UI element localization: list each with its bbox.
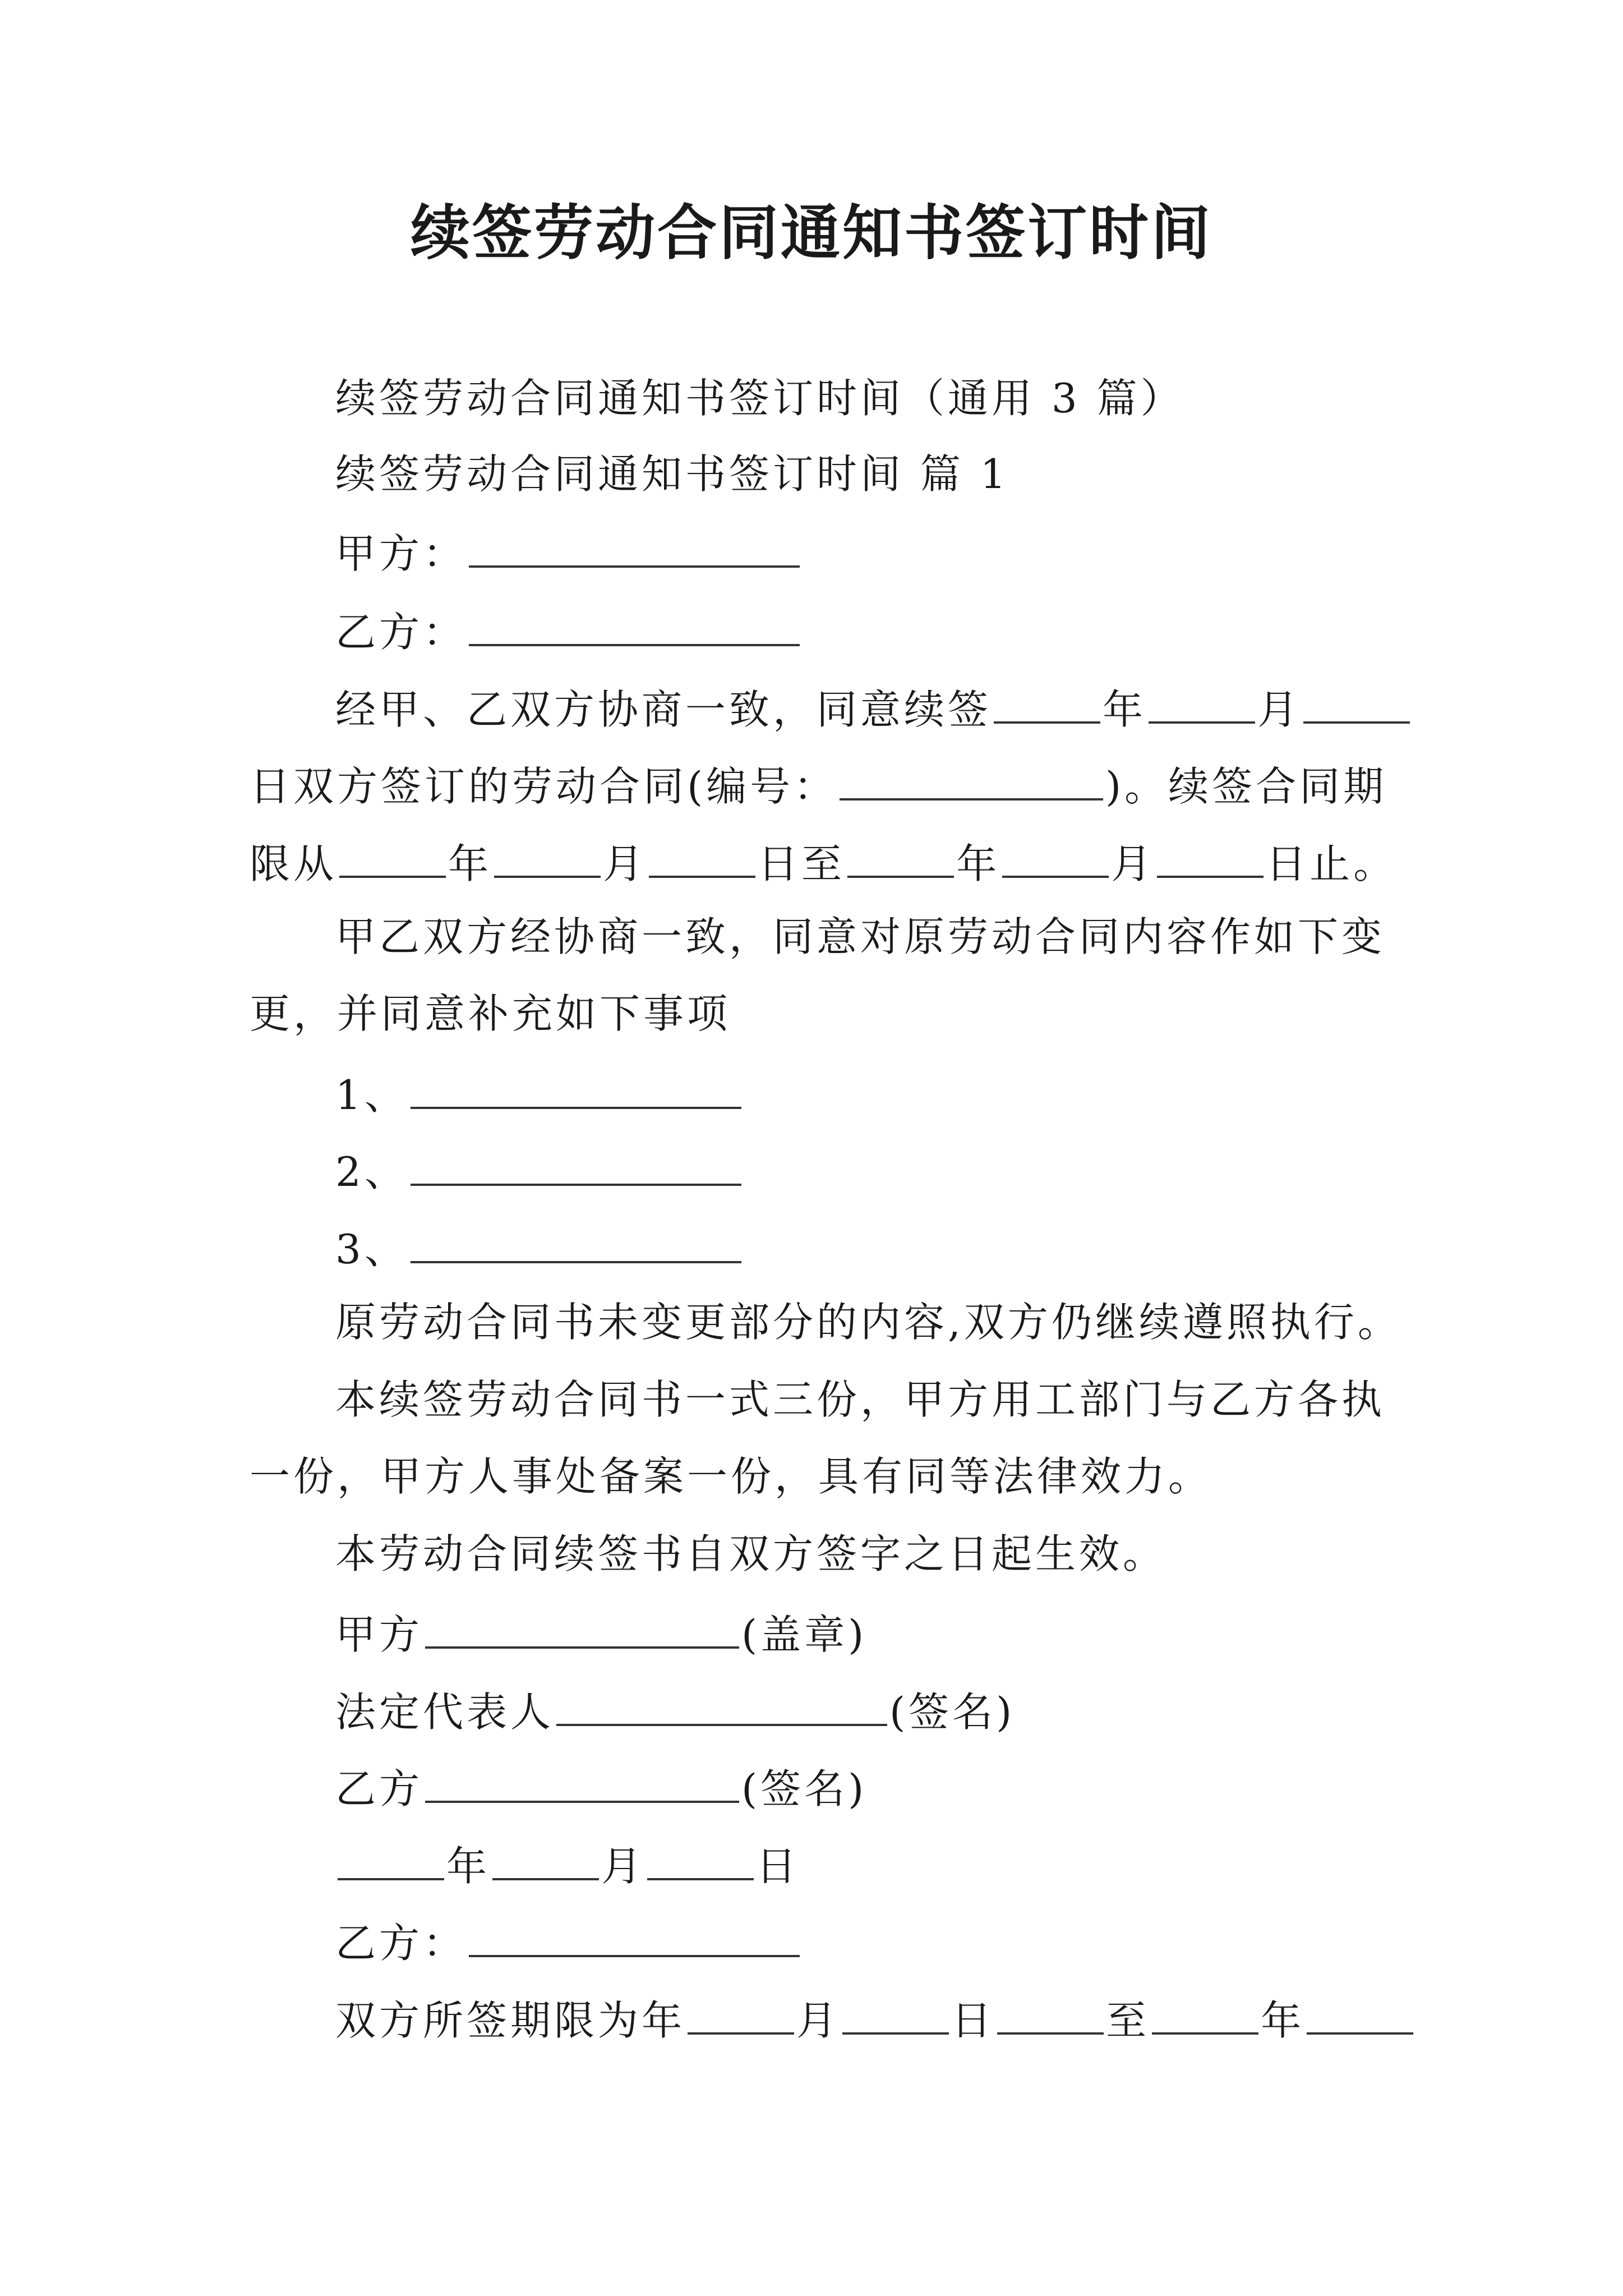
month-label: 月 — [1111, 840, 1155, 887]
party-a-label: 甲方： — [335, 530, 467, 577]
term-year-label: 年 — [1261, 1997, 1305, 2044]
para3: 原劳动合同书未变更部分的内容,双方仍继续遵照执行。 — [335, 1299, 1401, 1346]
item-blank — [411, 1217, 741, 1263]
item-blank — [411, 1063, 741, 1109]
term-to-label: 至 — [1106, 1997, 1150, 2044]
end-year-blank — [847, 832, 954, 878]
date-year-blank — [338, 1834, 444, 1880]
month-label: 月 — [1257, 686, 1302, 733]
term-blank — [1307, 1989, 1413, 2035]
term-month-label: 月 — [796, 1997, 841, 2044]
start-day-blank — [649, 832, 755, 878]
party-a-sign-label: 甲方 — [335, 1611, 423, 1658]
para1-text: 经甲、乙双方协商一致，同意续签 — [335, 686, 992, 733]
day-to-label: 日至 — [758, 840, 846, 887]
term-blank — [688, 1989, 794, 2035]
year-label: 年 — [956, 840, 1000, 887]
document-title: 续签劳动合同通知书签订时间 — [411, 197, 1212, 268]
para4-line1: 本续签劳动合同书一式三份，甲方用工部门与乙方各执 — [335, 1376, 1386, 1423]
para2-line1: 甲乙双方经协商一致，同意对原劳动合同内容作如下变 — [335, 913, 1386, 960]
para1-text: 限从 — [250, 840, 338, 887]
start-year-blank — [339, 832, 446, 878]
term-blank — [842, 1989, 949, 2035]
date-day-label: 日 — [756, 1843, 800, 1890]
para1-text: )。续签合同期 — [1105, 763, 1387, 810]
year-label: 年 — [448, 840, 492, 887]
para1-line1 — [335, 678, 1412, 738]
party-a-line — [335, 522, 802, 582]
item-number: 2、 — [335, 1148, 408, 1195]
item-blank — [411, 1140, 741, 1186]
date-day-blank — [647, 1834, 754, 1880]
para4-line2: 一份，甲方人事处备案一份，具有同等法律效力。 — [250, 1453, 1212, 1500]
party-b-line — [335, 600, 802, 660]
list-item — [335, 1140, 744, 1200]
term-blank — [997, 1989, 1104, 2035]
section-heading: 续签劳动合同通知书签订时间 篇 1 — [335, 450, 1009, 498]
day-blank — [1303, 678, 1410, 724]
seal-label: (盖章) — [741, 1611, 868, 1658]
date-month-blank — [492, 1834, 599, 1880]
legal-rep-label: 法定代表人 — [335, 1688, 555, 1736]
contract-number-blank — [840, 754, 1103, 800]
sign-label: (签名) — [741, 1765, 868, 1812]
party-a-blank — [469, 522, 800, 568]
para1-line3 — [250, 832, 1397, 892]
date-line — [335, 1834, 800, 1894]
party-b-blank — [469, 600, 800, 646]
end-month-blank — [1002, 832, 1109, 878]
end-label: 日止。 — [1266, 840, 1398, 887]
legal-rep-blank — [556, 1680, 887, 1726]
para5: 本劳动合同续签书自双方签字之日起生效。 — [335, 1530, 1167, 1577]
party-a-signature — [335, 1603, 867, 1663]
sign-label: (签名) — [889, 1688, 1016, 1736]
start-month-blank — [494, 832, 601, 878]
term-line — [335, 1989, 1415, 2049]
party-b-label: 乙方： — [335, 1920, 467, 1967]
list-item — [335, 1063, 744, 1123]
para2-line2: 更，并同意补充如下事项 — [250, 990, 731, 1037]
party-b-sign-label: 乙方 — [335, 1765, 423, 1812]
term-prefix: 双方所签期限为年 — [335, 1997, 686, 2044]
month-label: 月 — [603, 840, 647, 887]
doc-heading: 续签劳动合同通知书签订时间（通用 3 篇） — [335, 375, 1184, 422]
party-b-blank — [469, 1911, 800, 1957]
end-day-blank — [1157, 832, 1264, 878]
term-blank — [1152, 1989, 1258, 2035]
item-number: 1、 — [335, 1071, 408, 1119]
month-blank — [1149, 678, 1255, 724]
year-blank — [994, 678, 1100, 724]
party-b-sign-blank — [425, 1757, 739, 1803]
term-day-label: 日 — [951, 1997, 995, 2044]
party-b-signature — [335, 1757, 867, 1817]
party-a-sign-blank — [425, 1603, 739, 1649]
party-b-line-2 — [335, 1911, 802, 1971]
para1-text: 日双方签订的劳动合同(编号： — [250, 763, 838, 810]
year-label: 年 — [1103, 686, 1147, 733]
date-month-label: 月 — [601, 1843, 645, 1890]
date-year-label: 年 — [446, 1843, 491, 1890]
item-number: 3、 — [335, 1226, 408, 1273]
party-b-label: 乙方： — [335, 609, 467, 656]
legal-rep-signature — [335, 1680, 1015, 1740]
para1-line2 — [250, 754, 1387, 815]
list-item — [335, 1217, 744, 1277]
